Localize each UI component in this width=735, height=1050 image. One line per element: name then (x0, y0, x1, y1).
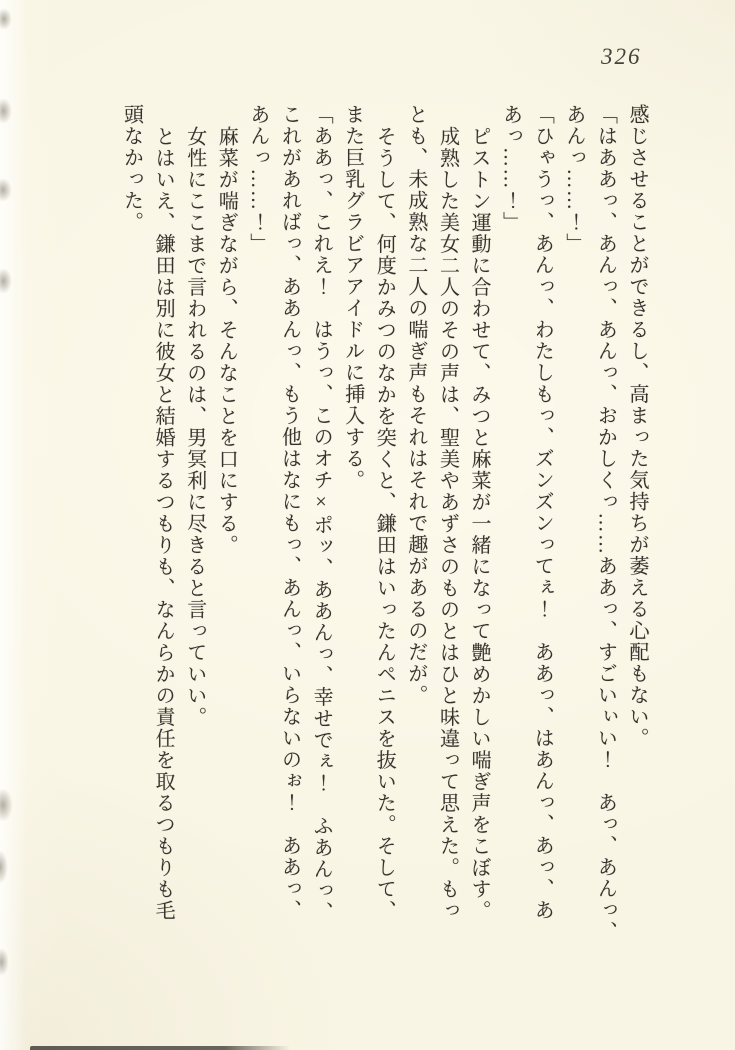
text-line: とはいえ、鎌田は別に彼女と結婚するつもりも、なんらかの責任を取るつもりも毛 (152, 125, 175, 921)
text-line: 頭なかった。 (120, 104, 143, 233)
scanner-bottom-edge (30, 1046, 290, 1050)
text-line: あっ……！」 (499, 104, 522, 233)
text-line: とも、未成熟な二人の喘ぎ声もそれはそれで趣があるのだが。 (404, 104, 427, 706)
text-line: ピストン運動に合わせて、みつと麻菜が一緒になって艶めかしい喘ぎ声をこぼす。 (468, 125, 491, 921)
page-left-edge (0, 0, 26, 1050)
text-line: 感じさせることができるし、高まった気持ちが萎える心配もない。 (626, 104, 648, 749)
text-line: 「ああっ、これえ！ はうっ、このオチ×ポッ、ああんっ、幸せでぇ！ ふあんっ、 (310, 104, 333, 923)
text-line: 「はああっ、あんっ、あんっ、おかしくっ……ああっ、すごいぃい！ あっ、あんっ、 (594, 104, 617, 943)
text-line: そうして、何度かみつのなかを突くと、鎌田はいったんペニスを抜いた。そして、 (373, 125, 396, 921)
text-line: 成熟した美女二人のその声は、聖美やあずさのものとはひと味違って思えた。もっ (436, 125, 459, 921)
text-line: また巨乳グラビアアイドルに挿入する。 (341, 104, 364, 491)
text-line: 女性にここまで言われるのは、男冥利に尽きると言っていい。 (183, 125, 206, 728)
page-number: 326 (601, 44, 642, 69)
text-line: あんっ……！」 (562, 104, 585, 255)
text-line: 「ひゃうっ、あんっ、わたしもっ、ズンズンってぇ！ ああっ、はあんっ、あっ、あ (531, 104, 554, 921)
text-line: 麻菜が喘ぎながら、そんなことを口にする。 (215, 125, 238, 556)
text-line: これがあればっ、ああんっ、もう他はなにもっ、あんっ、いらないのぉ！ ああっ、 (278, 104, 301, 921)
vertical-text-block (115, 104, 652, 950)
text-line: あんっ……！」 (246, 104, 269, 255)
